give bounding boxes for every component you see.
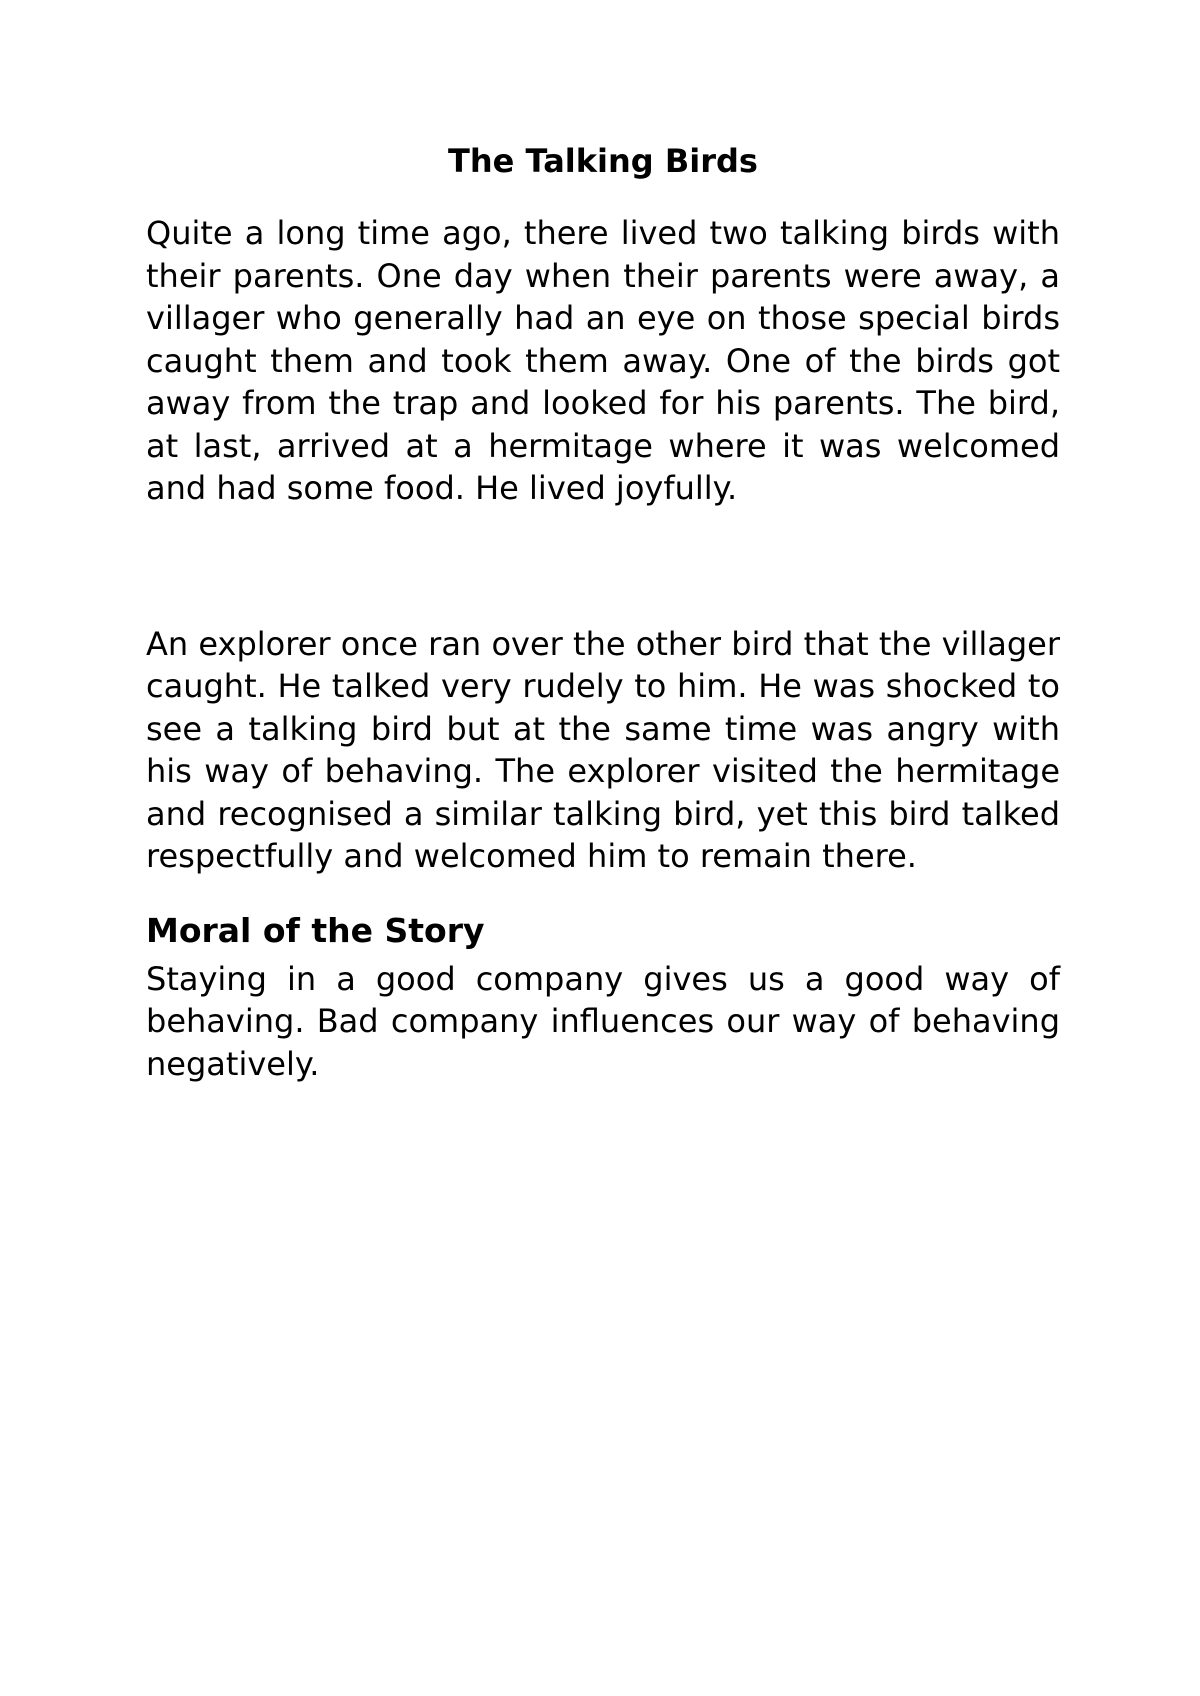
moral-text: Staying in a good company gives us a good way of behaving. Bad company influences our way of behaving negatively. bbox=[146, 959, 1060, 1083]
document-title: The Talking Birds bbox=[448, 142, 758, 180]
moral-heading: Moral of the Story bbox=[146, 910, 485, 950]
document-page bbox=[146, 140, 1060, 1085]
story-paragraph-2: An explorer once ran over the other bird that the villager caught. He talked very rudely to him. He was shocked to see a talking bird but at the same time was angry with his way of behaving. The explorer visited the hermitage and recognised a similar talking bird, yet this bird talked respectfully and welcomed him to remain there. bbox=[146, 624, 1060, 875]
story-paragraph-1: Quite a long time ago, there lived two talking birds with their parents. One day when their parents were away, a villager who generally had an eye on those special birds caught them and took them away. One of the birds got away from the trap and looked for his parents. The bird, at last, arrived at a hermitage where it was welcomed and had some food. He lived joyfully. bbox=[146, 214, 1060, 507]
